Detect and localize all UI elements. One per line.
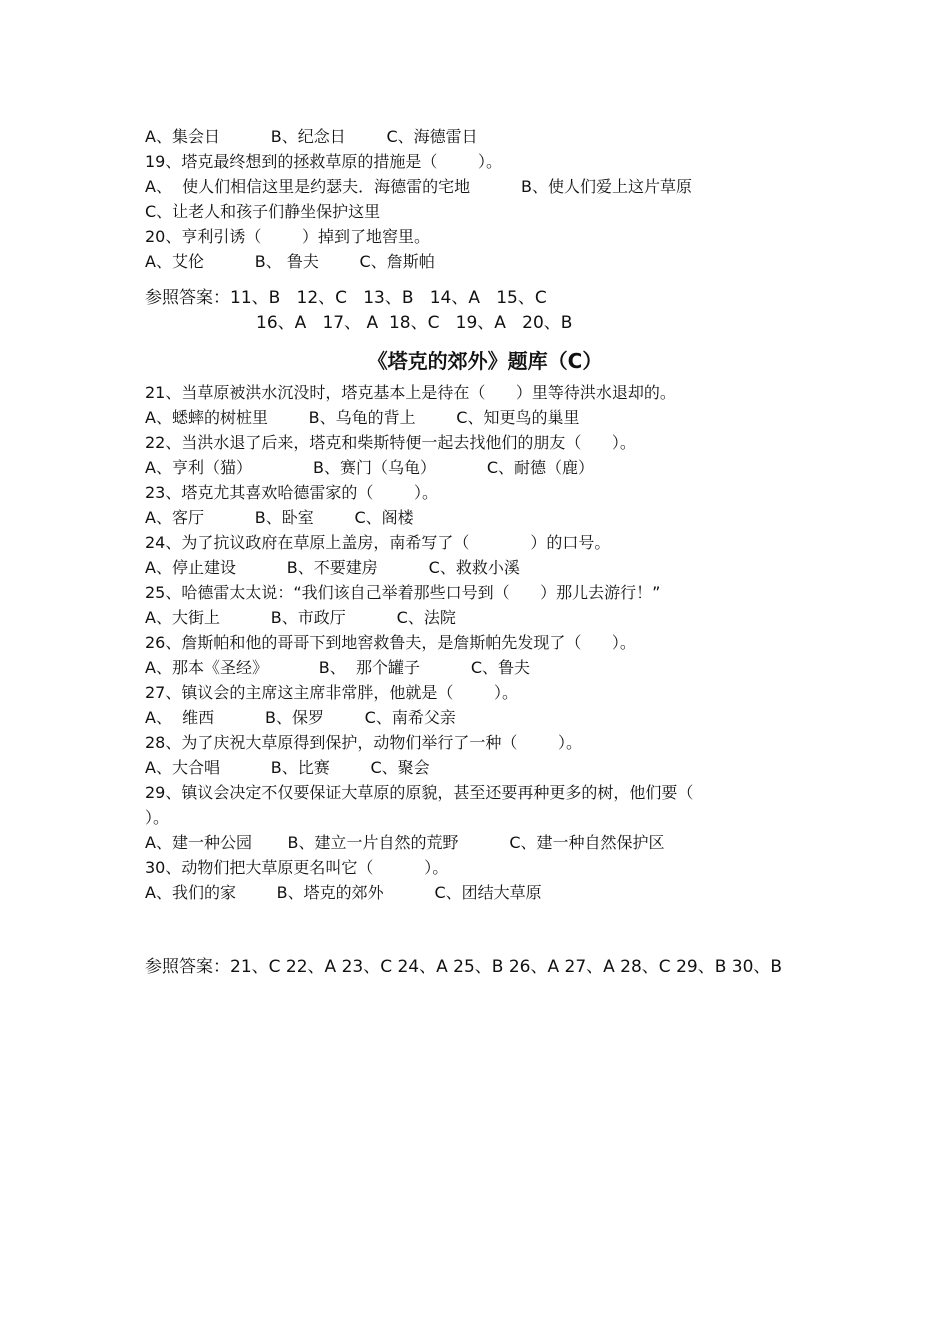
text-line: A、我们的家 B、塔克的郊外 C、团结大草原 bbox=[145, 883, 542, 902]
question-22: 22、当洪水退了后来，塔克和柴斯特便一起去找他们的朋友（ ）。 bbox=[145, 433, 636, 452]
top-questions bbox=[145, 124, 825, 274]
answer-line: 参照答案：11、B 12、C 13、B 14、A 15、C bbox=[145, 288, 547, 308]
question-20: 20、亨利引诱（ ）掉到了地窖里。 bbox=[145, 227, 431, 246]
text-line: A、那本《圣经》 B、 那个罐子 C、鲁夫 bbox=[145, 658, 530, 677]
question-28: 28、为了庆祝大草原得到保护，动物们举行了一种（ ）。 bbox=[145, 733, 583, 752]
section-c-questions bbox=[145, 380, 825, 905]
text-line: C、让老人和孩子们静坐保护这里 bbox=[145, 202, 381, 221]
question-29: 29、镇议会决定不仅要保证大草原的原貌，甚至还要再种更多的树，他们要（ bbox=[145, 783, 694, 802]
text-line: A、建一种公园 B、建立一片自然的荒野 C、建一种自然保护区 bbox=[145, 833, 665, 852]
question-30: 30、动物们把大草原更名叫它（ ）。 bbox=[145, 858, 449, 877]
text-line: A、大合唱 B、比赛 C、聚会 bbox=[145, 758, 430, 777]
text-line: ）。 bbox=[145, 808, 170, 827]
question-25: 25、哈德雷太太说：“我们该自己举着那些口号到（ ）那儿去游行！” bbox=[145, 583, 661, 602]
question-19: 19、塔克最终想到的拯救草原的措施是（ ）。 bbox=[145, 152, 503, 171]
text-line: A、 维西 B、保罗 C、南希父亲 bbox=[145, 708, 456, 727]
question-21: 21、当草原被洪水沉没时，塔克基本上是待在（ ）里等待洪水退却的。 bbox=[145, 383, 676, 402]
answer-key-1 bbox=[145, 286, 825, 336]
text-line: A、亨利（猫） B、赛门（乌龟） C、耐德（鹿） bbox=[145, 458, 594, 477]
question-24: 24、为了抗议政府在草原上盖房，南希写了（ ）的口号。 bbox=[145, 533, 611, 552]
question-23: 23、塔克尤其喜欢哈德雷家的（ ）。 bbox=[145, 483, 439, 502]
question-27: 27、镇议会的主席这主席非常胖，他就是（ ）。 bbox=[145, 683, 519, 702]
text-line: A、艾伦 B、 鲁夫 C、詹斯帕 bbox=[145, 252, 435, 271]
text-line: A、蟋蟀的树桩里 B、乌龟的背上 C、知更鸟的巢里 bbox=[145, 408, 580, 427]
text-line: A、大街上 B、市政厅 C、法院 bbox=[145, 608, 456, 627]
text-line: A、客厅 B、卧室 C、阁楼 bbox=[145, 508, 414, 527]
document-page bbox=[145, 124, 825, 980]
answer-key-2: 参照答案：21、C 22、A 23、C 24、A 25、B 26、A 27、A 28、C 29、B 30、B bbox=[145, 957, 783, 977]
text-line: A、集会日 B、纪念日 C、海德雷日 bbox=[145, 127, 478, 146]
answer-line: 16、A 17、 A 18、C 19、A 20、B bbox=[256, 313, 573, 333]
section-title: 《塔克的郊外》题库（C） bbox=[367, 349, 603, 373]
text-line: A、停止建设 B、不要建房 C、救救小溪 bbox=[145, 558, 520, 577]
text-line: A、 使人们相信这里是约瑟夫．海德雷的宅地 B、使人们爱上这片草原 bbox=[145, 177, 692, 196]
question-26: 26、詹斯帕和他的哥哥下到地窖救鲁夫，是詹斯帕先发现了（ ）。 bbox=[145, 633, 636, 652]
